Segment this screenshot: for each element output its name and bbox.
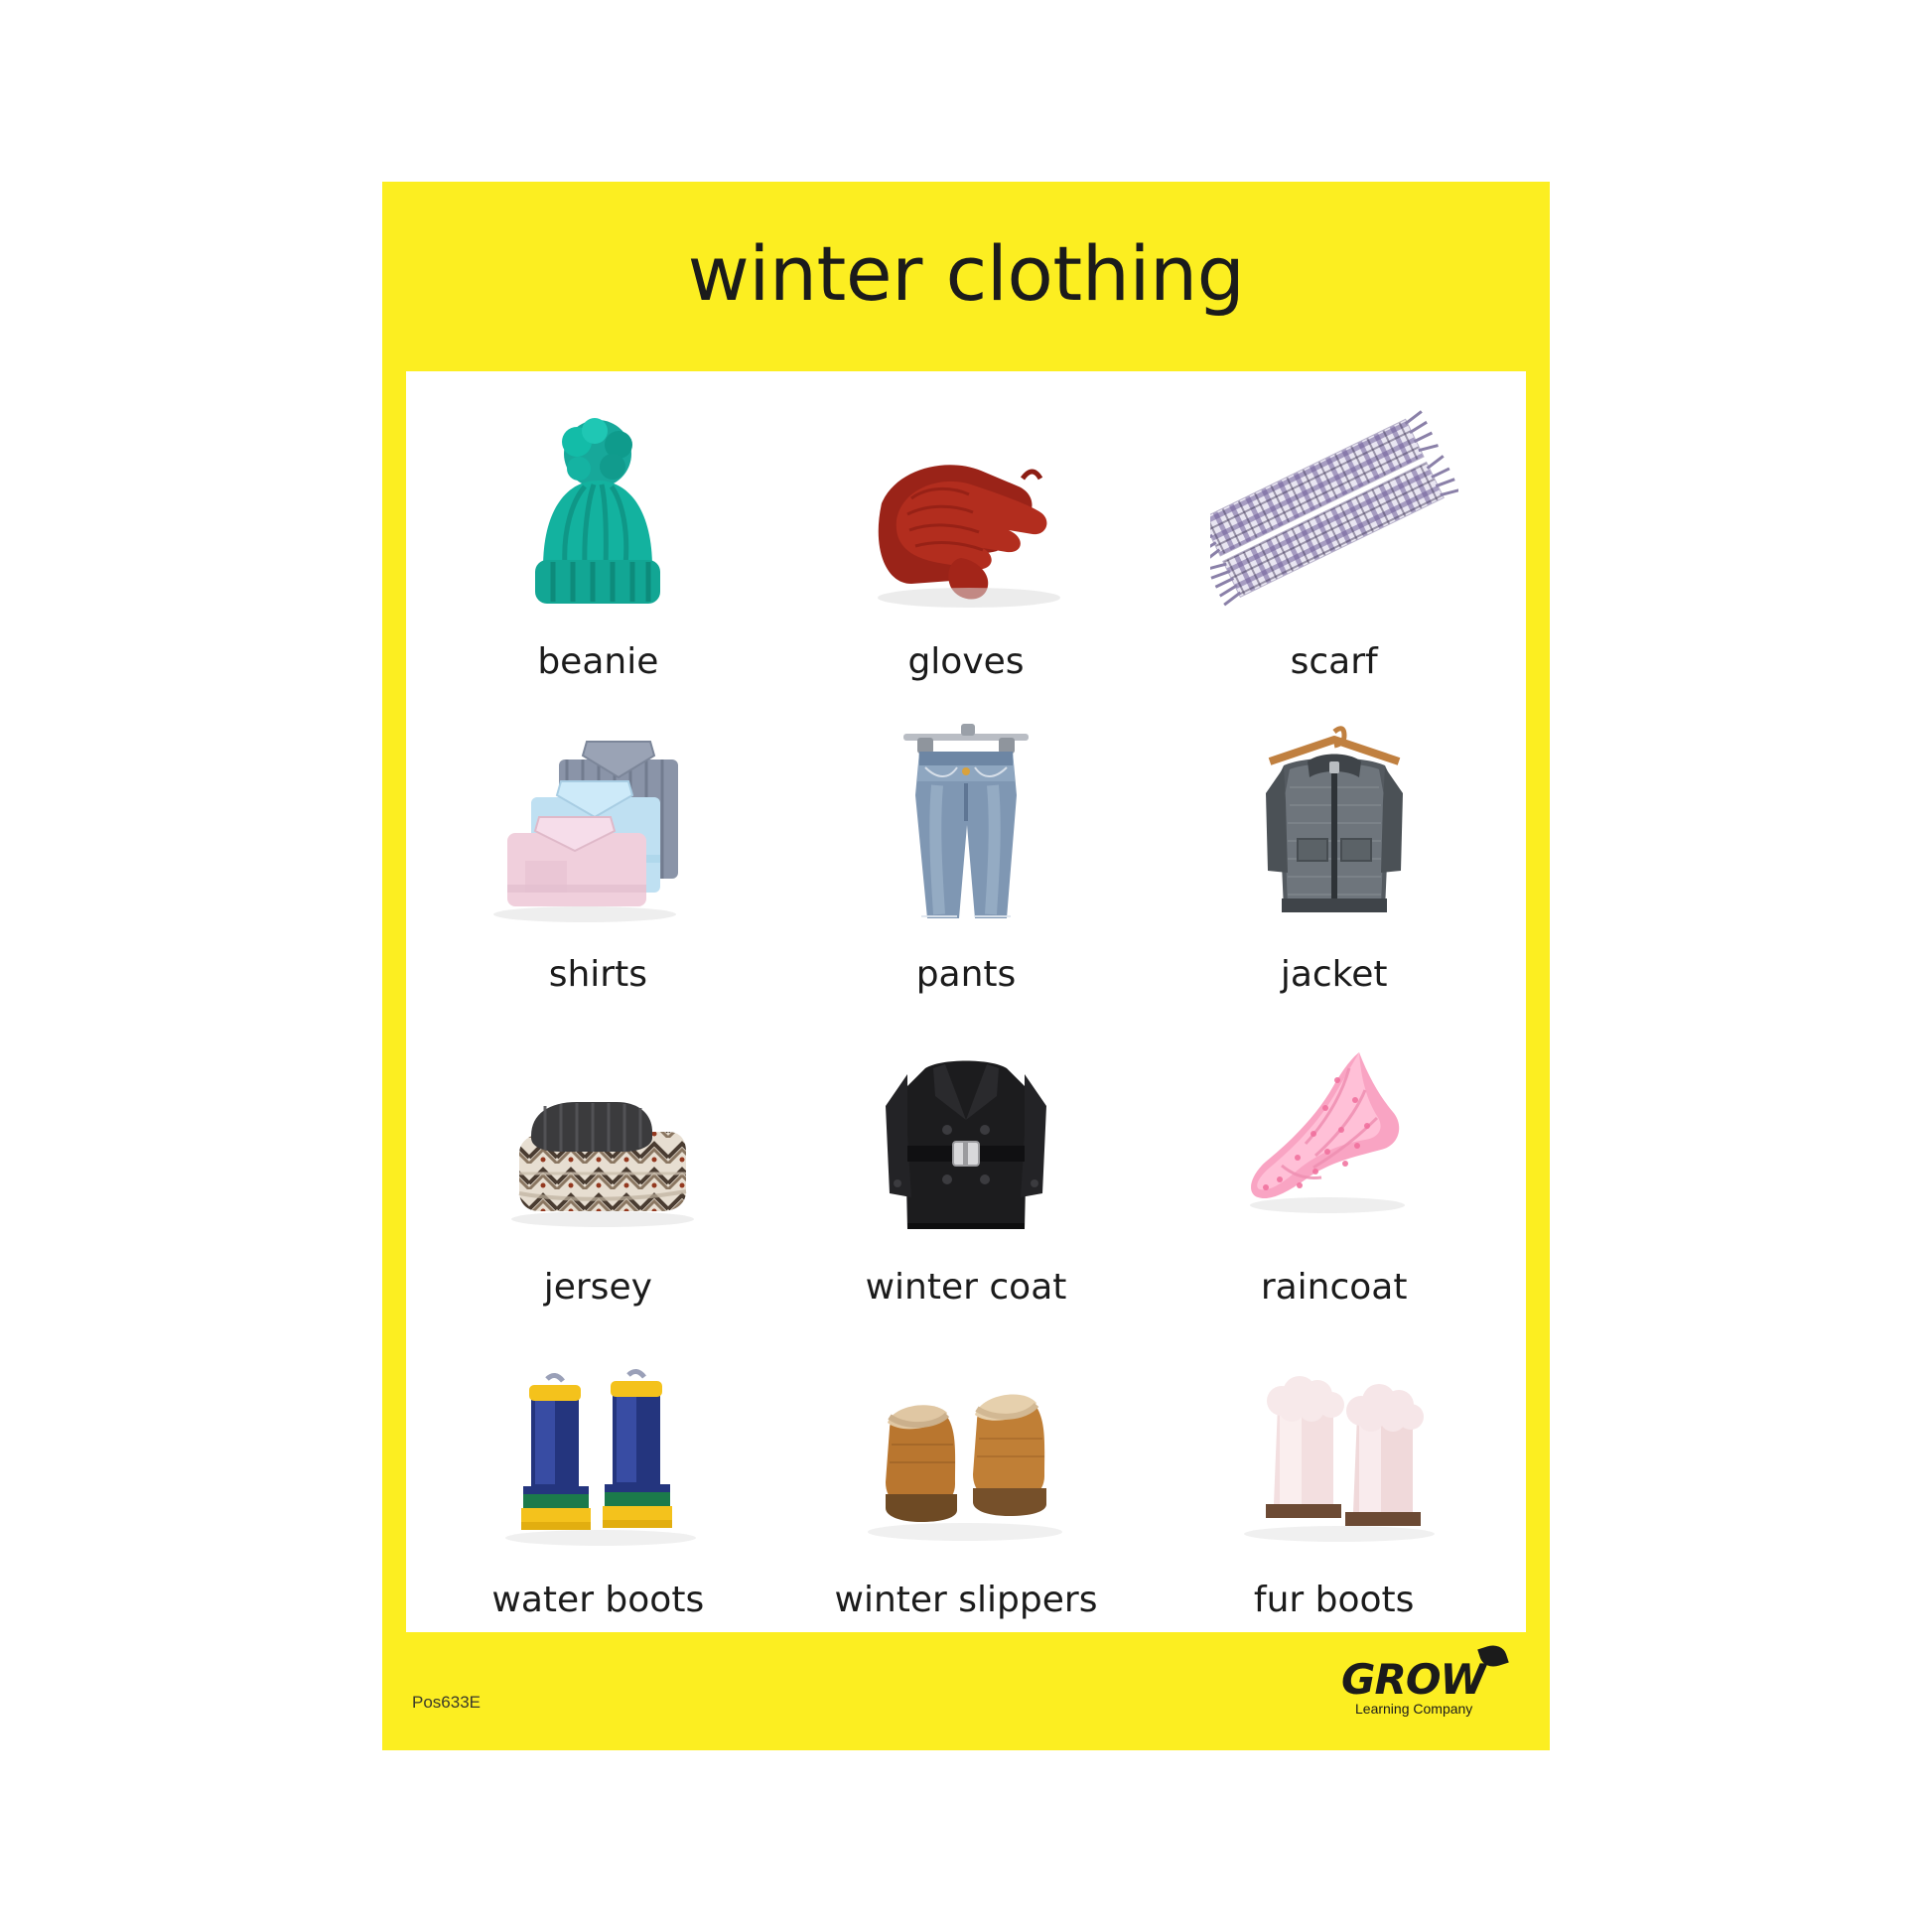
scarf-icon [1210,409,1458,632]
item-image [414,1342,782,1571]
list-item[interactable] [1150,377,1518,690]
item-image [414,404,782,632]
list-item[interactable] [414,1315,782,1628]
list-item[interactable] [414,1003,782,1315]
winter-slippers-icon [842,1347,1090,1571]
water-boots-icon [474,1347,722,1571]
list-item[interactable] [782,1003,1151,1315]
list-item[interactable] [414,377,782,690]
list-item[interactable] [1150,690,1518,1003]
item-label: beanie [537,641,659,682]
item-label: fur boots [1253,1580,1415,1620]
raincoat-icon [1210,1035,1458,1258]
list-item[interactable] [1150,1003,1518,1315]
item-image [414,717,782,945]
item-image [1150,717,1518,945]
item-label: raincoat [1260,1267,1408,1308]
winter-coat-icon [842,1035,1090,1258]
item-image [1150,404,1518,632]
list-item[interactable] [782,690,1151,1003]
item-label: jacket [1280,954,1388,995]
item-image [782,1342,1151,1571]
product-code: Pos633E [412,1693,481,1712]
item-label: jersey [543,1267,652,1308]
jersey-icon [474,1035,722,1258]
item-label: shirts [548,954,647,995]
item-label: water boots [491,1580,705,1620]
pants-icon [842,722,1090,945]
logo-subtitle: Learning Company [1355,1701,1473,1717]
items-card [406,371,1526,1632]
jacket-icon [1210,722,1458,945]
item-label: scarf [1290,641,1378,682]
item-label: pants [915,954,1017,995]
poster [382,182,1550,1750]
fur-boots-icon [1210,1347,1458,1571]
item-label: winter coat [865,1267,1067,1308]
item-label: gloves [907,641,1025,682]
shirts-icon [474,722,722,945]
list-item[interactable] [1150,1315,1518,1628]
list-item[interactable] [782,377,1151,690]
list-item[interactable] [414,690,782,1003]
item-image [782,717,1151,945]
item-image [1150,1342,1518,1571]
logo-wordmark: GROW [1341,1655,1485,1704]
items-grid [406,371,1526,1632]
item-image [1150,1030,1518,1258]
item-image [782,1030,1151,1258]
grow-logo [1327,1639,1516,1725]
item-label: winter slippers [834,1580,1098,1620]
beanie-icon [474,409,722,632]
page-title: winter clothing [687,229,1245,318]
gloves-icon [842,409,1090,632]
item-image [414,1030,782,1258]
list-item[interactable] [782,1315,1151,1628]
item-image [782,404,1151,632]
